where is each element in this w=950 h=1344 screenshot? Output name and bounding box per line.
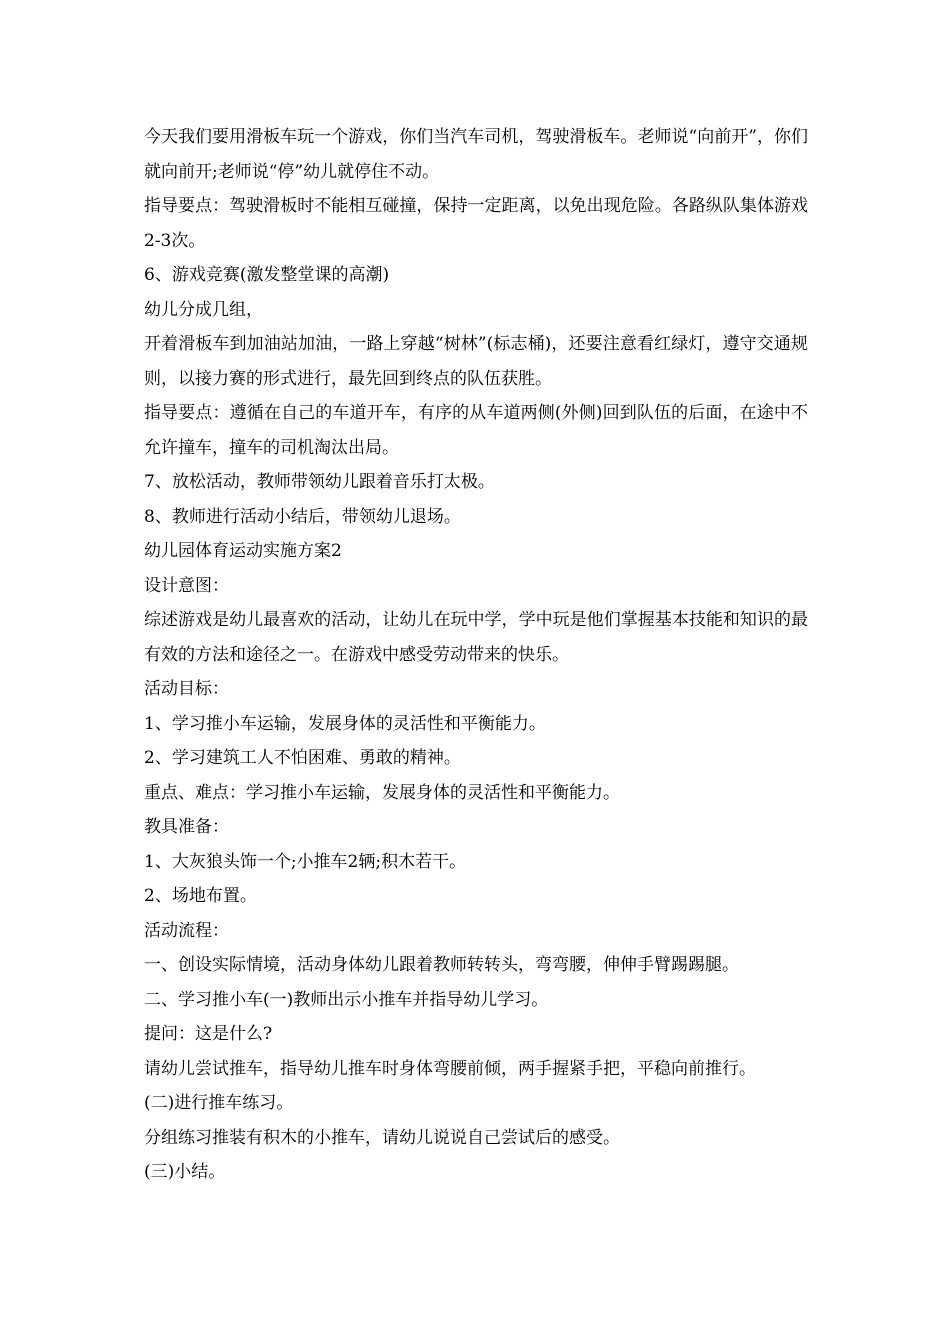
paragraph-8: 8、教师进行活动小结后，带领幼儿退场。 — [144, 506, 461, 527]
paragraph-26: (三)小结。 — [144, 1162, 226, 1182]
paragraph-20: 一、创设实际情境，活动身体幼儿跟着教师转转头，弯弯腰，伸伸手臂踢踢腿。 — [144, 955, 739, 975]
paragraph-10: 设计意图： — [144, 575, 229, 596]
paragraph-24: (二)进行推车练习。 — [144, 1093, 294, 1113]
document-page — [144, 120, 808, 1190]
paragraph-11: 综述游戏是幼儿最喜欢的活动，让幼儿在玩中学，学中玩是他们掌握基本技能和知识的最有效的方法和途径之一。在游戏中感受劳动带来的快乐。 — [144, 610, 808, 665]
paragraph-14: 2、学习建筑工人不怕困难、勇敢的精神。 — [144, 748, 461, 768]
paragraph-19: 活动流程： — [144, 920, 229, 941]
paragraph-23: 请幼儿尝试推车，指导幼儿推车时身体弯腰前倾，两手握紧手把，平稳向前推行。 — [144, 1058, 756, 1079]
paragraph-25: 分组练习推装有积木的小推车，请幼儿说说自己尝试后的感受。 — [144, 1127, 620, 1148]
paragraph-1: 今天我们要用滑板车玩一个游戏，你们当汽车司机，驾驶滑板车。老师说“向前开”，你们就向前开;老师说“停”幼儿就停住不动。 — [144, 127, 808, 182]
paragraph-18: 2、场地布置。 — [144, 886, 257, 906]
paragraph-16: 教具准备： — [144, 817, 229, 837]
paragraph-4: 幼儿分成几组， — [144, 299, 263, 320]
section-heading: 幼儿园体育运动实施方案2 — [144, 541, 342, 561]
paragraph-5: 开着滑板车到加油站加油，一路上穿越“树林”(标志桶)，还要注意看红绿灯，遵守交通规则，以接力赛的形式进行，最先回到终点的队伍获胜。 — [144, 334, 808, 389]
paragraph-2: 指导要点：驾驶滑板时不能相互碰撞，保持一定距离，以免出现危险。各路纵队集体游戏2-3次。 — [144, 196, 808, 251]
paragraph-13: 1、学习推小车运输，发展身体的灵活性和平衡能力。 — [144, 713, 546, 734]
paragraph-21: 二、学习推小车(一)教师出示小推车并指导幼儿学习。 — [144, 989, 549, 1010]
paragraph-7: 7、放松活动，教师带领幼儿跟着音乐打太极。 — [144, 472, 495, 492]
paragraph-3: 6、游戏竞赛(激发整堂课的高潮) — [144, 265, 390, 285]
paragraph-15: 重点、难点：学习推小车运输，发展身体的灵活性和平衡能力。 — [144, 782, 620, 803]
paragraph-6: 指导要点：遵循在自己的车道开车，有序的从车道两侧(外侧)回到队伍的后面，在途中不允许撞车，撞车的司机淘汰出局。 — [144, 403, 808, 458]
paragraph-22: 提问：这是什么? — [144, 1024, 273, 1044]
paragraph-17: 1、大灰狼头饰一个;小推车2辆;积木若干。 — [144, 851, 467, 872]
paragraph-12: 活动目标： — [144, 679, 229, 699]
